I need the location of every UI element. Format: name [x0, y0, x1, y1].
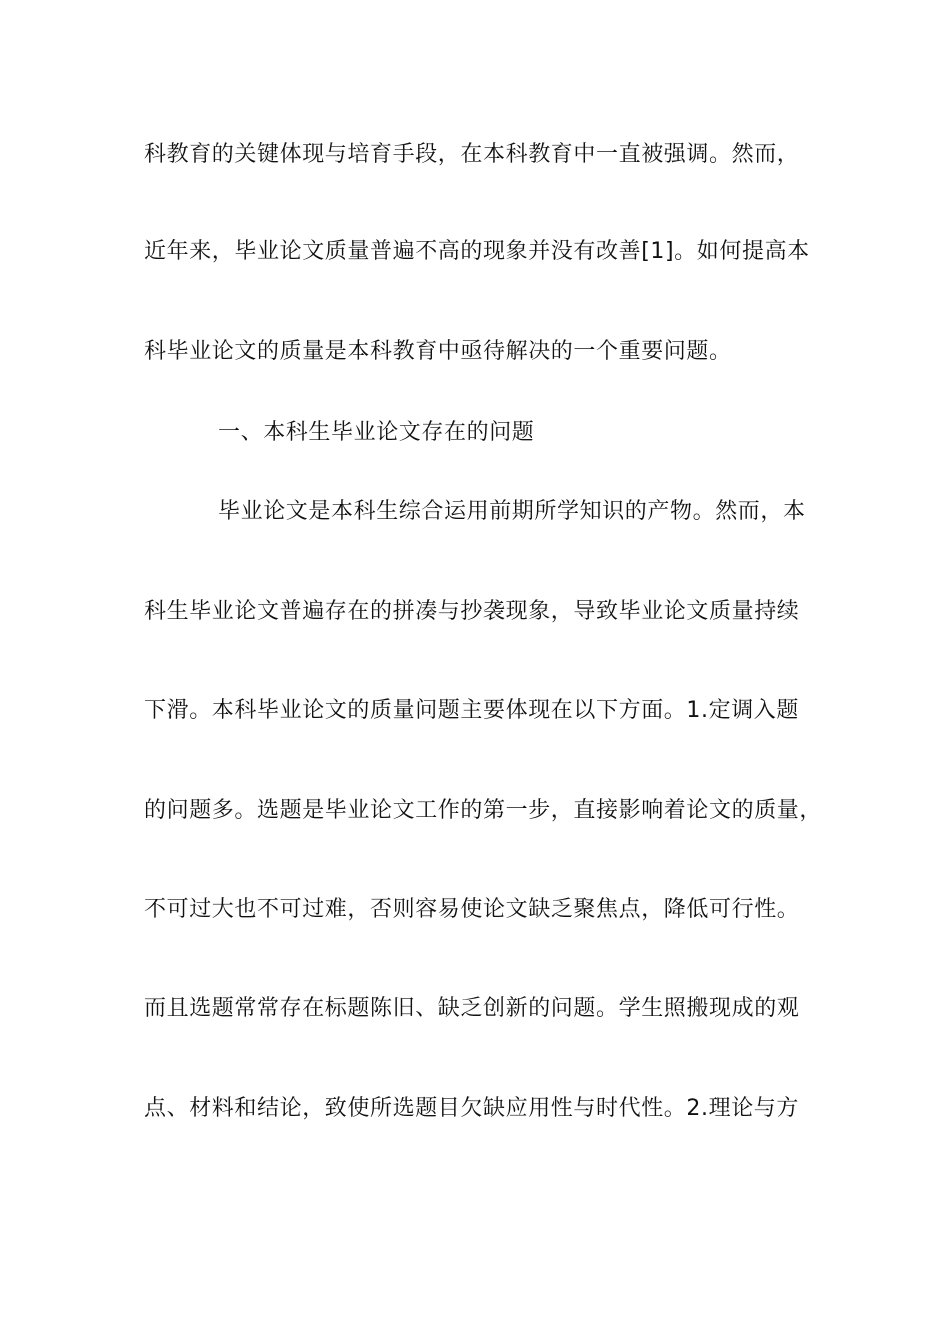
text-line: 科生毕业论文普遍存在的拼凑与抄袭现象，导致毕业论文质量持续 — [144, 599, 800, 624]
text-line: 科毕业论文的质量是本科教育中亟待解决的一个重要问题。 — [144, 339, 732, 364]
text-line: 而且选题常常存在标题陈旧、缺乏创新的问题。学生照搬现成的观 — [144, 996, 800, 1021]
text-line: 不可过大也不可过难，否则容易使论文缺乏聚焦点，降低可行性。 — [144, 897, 800, 922]
section-heading: 一、本科生毕业论文存在的问题 — [218, 420, 535, 445]
text-line: 的问题多。选题是毕业论文工作的第一步，直接影响着论文的质量， — [144, 798, 823, 823]
text-line: 点、材料和结论，致使所选题目欠缺应用性与时代性。2.理论与方 — [144, 1096, 799, 1121]
text-line: 下滑。本科毕业论文的质量问题主要体现在以下方面。1.定调入题 — [144, 698, 799, 723]
text-line: 近年来，毕业论文质量普遍不高的现象并没有改善[1]。如何提高本 — [144, 239, 810, 264]
text-line: 毕业论文是本科生综合运用前期所学知识的产物。然而，本 — [218, 499, 806, 524]
text-line: 科教育的关键体现与培育手段，在本科教育中一直被强调。然而， — [144, 142, 800, 167]
